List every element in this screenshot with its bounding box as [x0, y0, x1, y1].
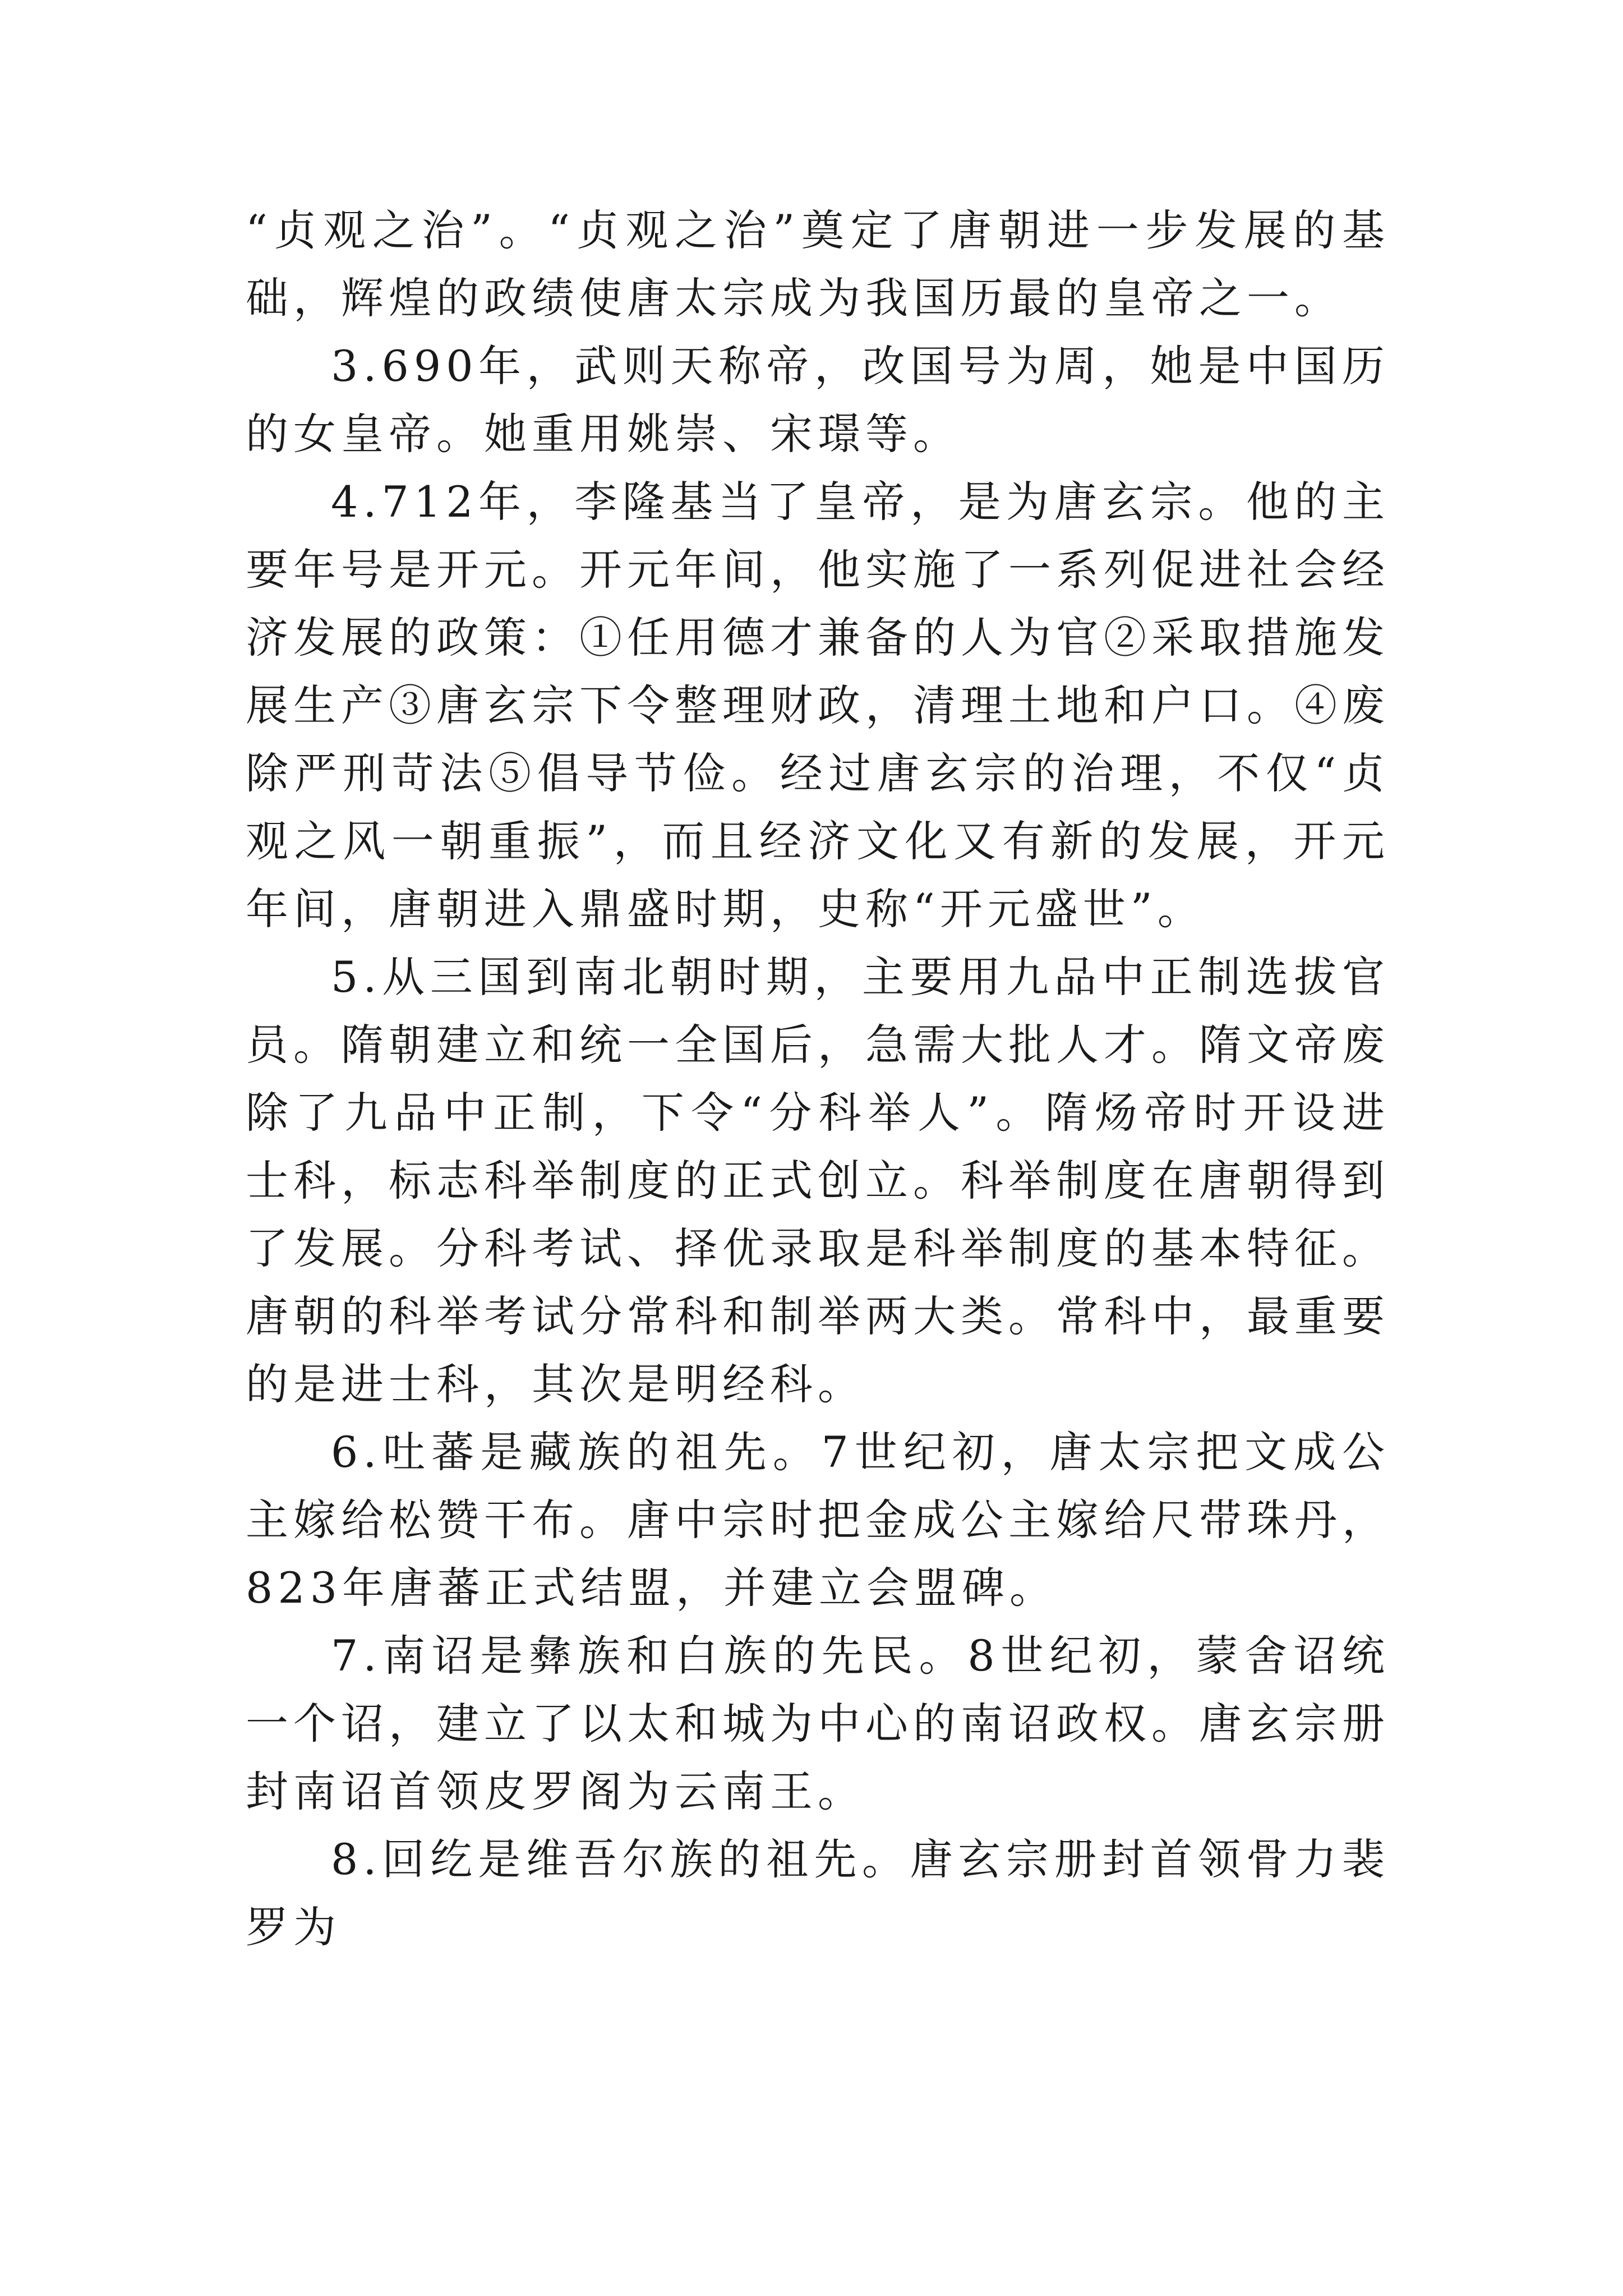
paragraph-intro: “贞观之治”。“贞观之治”奠定了唐朝进一步发展的基础，辉煌的政绩使唐太宗成为我国历最的皇帝之一。 — [246, 205, 1390, 323]
document-body — [246, 196, 1390, 1961]
paragraph-item-4: 4.712年，李隆基当了皇帝，是为唐玄宗。他的主要年号是开元。开元年间，他实施了一系列促进社会经济发展的政策：①任用德才兼备的人为官②采取措施发展生产③唐玄宗下令整理财政，清理土地和户口。④废除严刑苛法⑤倡导节俭。经过唐玄宗的治理，不仅“贞观之风一朝重振”，而且经济文化又有新的发展，开元年间，唐朝进入鼎盛时期，史称“开元盛世”。 — [246, 477, 1390, 934]
paragraph-item-3: 3.690年，武则天称帝，改国号为周，她是中国历的女皇帝。她重用姚崇、宋璟等。 — [246, 341, 1390, 459]
paragraph-item-6: 6.吐蕃是藏族的祖先。7世纪初，唐太宗把文成公主嫁给松赞干布。唐中宗时把金成公主嫁给尺带珠丹，823年唐蕃正式结盟，并建立会盟碑。 — [246, 1427, 1390, 1613]
paragraph-item-8: 8.回纥是维吾尔族的祖先。唐玄宗册封首领骨力裴罗为 — [246, 1834, 1390, 1952]
paragraph-item-5: 5.从三国到南北朝时期，主要用九品中正制选拔官员。隋朝建立和统一全国后，急需大批人才。隋文帝废除了九品中正制，下令“分科举人”。隋炀帝时开设进士科，标志科举制度的正式创立。科举制度在唐朝得到了发展。分科考试、择优录取是科举制度的基本特征。唐朝的科举考试分常科和制举两大类。常科中，最重要的是进士科，其次是明经科。 — [246, 952, 1390, 1409]
paragraph-item-7: 7.南诏是彝族和白族的先民。8世纪初，蒙舍诏统一个诏，建立了以太和城为中心的南诏政权。唐玄宗册封南诏首领皮罗阁为云南王。 — [246, 1631, 1390, 1816]
